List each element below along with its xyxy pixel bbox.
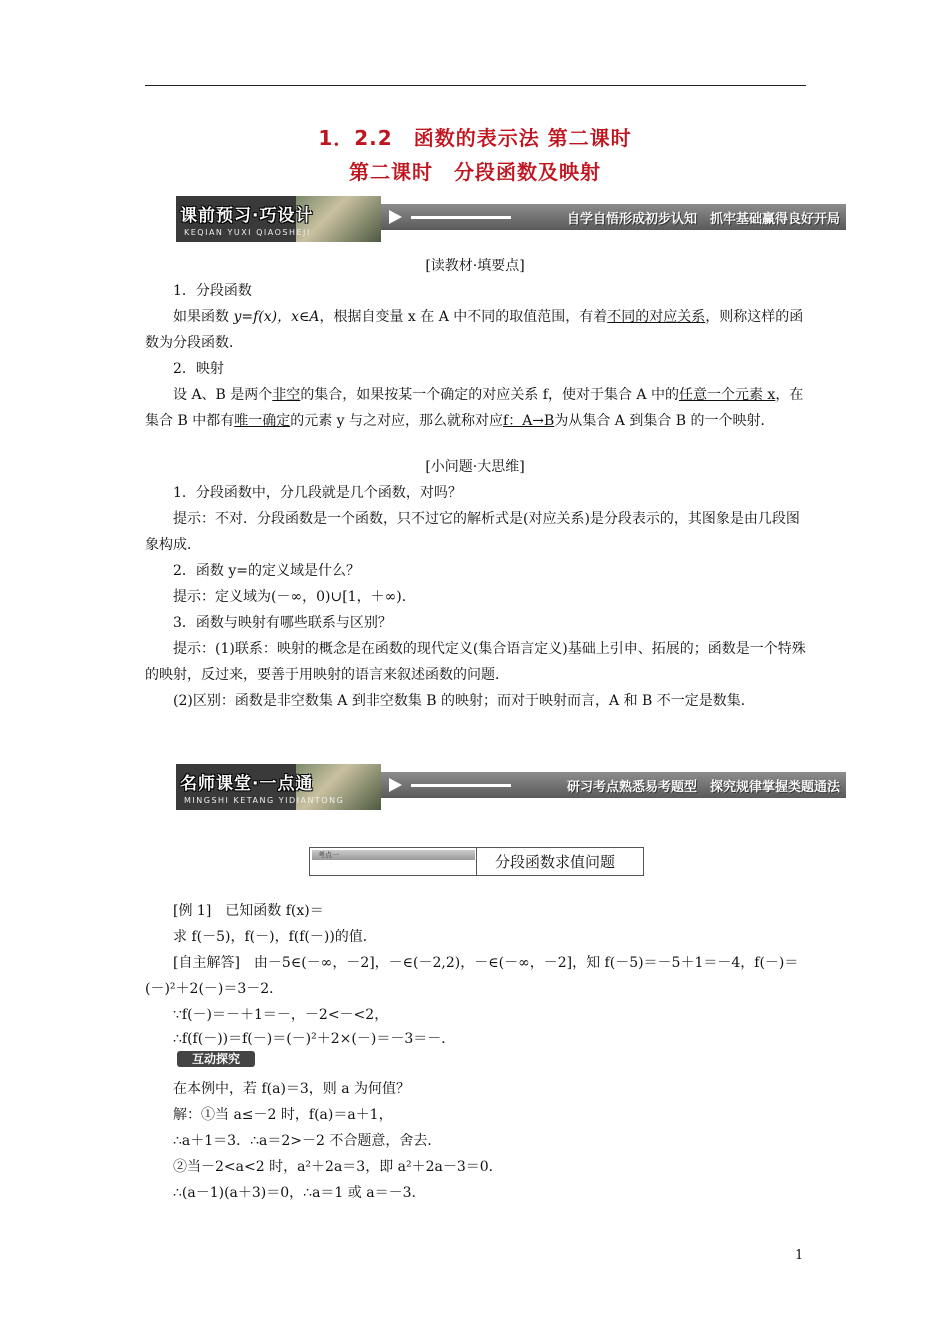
item1-title: 1．分段函数 (173, 283, 252, 299)
header-rule (145, 85, 806, 86)
banner-pinyin: KEQIAN YUXI QIAOSHEJI (184, 228, 311, 237)
section-heading-1: [读教材·填要点] (425, 258, 525, 274)
answer-1: 提示：不对．分段函数是一个函数，只不过它的解析式是(对应关系)是分段表示的，其图象是由几段图象构成． (145, 511, 800, 553)
example-1-question: 求 f(－5)，f(－)，f(f(－))的值． (173, 929, 377, 945)
answer-2: 提示：定义域为(－∞，0)∪[1，＋∞)． (173, 589, 416, 605)
page-title: 1．2.2 函数的表示法 第二课时 (318, 126, 632, 150)
banner-title: 名师课堂·一点通 (180, 774, 314, 794)
section-heading-2: [小问题·大思维] (425, 459, 525, 475)
solution-line-1: [自主解答] 由－5∈(－∞，－2]，－∈(－2,2)，－∈(－∞，－2]，知 f(－5)＝－5＋1＝－4，f(－)＝(－)²＋2(－)＝3－2． (145, 955, 799, 997)
banner-line (411, 784, 511, 787)
inquiry-line-1: 在本例中，若 f(a)＝3，则 a 为何值？ (173, 1081, 411, 1097)
item2-body: 设 A、B 是两个非空的集合，如果按某一个确定的对应关系 f，使对于集合 A 中的任意一个元素 x，在集合 B 中都有唯一确定的元素 y 与之对应，那么就称对应f：A→B为从集合 A 到集合 B 的一个映射． (145, 387, 804, 429)
page-number: 1 (795, 1248, 804, 1263)
question-3: 3．函数与映射有哪些联系与区别？ (173, 615, 392, 631)
example-1: [例 1] 已知函数 f(x)＝ (173, 903, 324, 919)
banner-line (411, 216, 511, 219)
kaodian-title: 分段函数求值问题 (495, 853, 616, 871)
kaodian-tag: 考点一 (312, 850, 475, 860)
item2-title: 2．映射 (173, 361, 224, 377)
inquiry-line-4: ②当－2<a<2 时，a²＋2a＝3，即 a²＋2a－3＝0． (173, 1159, 503, 1175)
interactive-badge: 互动探究 (177, 1051, 255, 1067)
solution-line-2: ∵f(－)＝－＋1＝－，－2<－<2， (173, 1007, 389, 1023)
banner-slogan: 自学自悟形成初步认知 抓牢基础赢得良好开局 (566, 212, 840, 227)
inquiry-line-2: 解：①当 a≤－2 时，f(a)＝a＋1， (173, 1107, 393, 1123)
item1-body: 如果函数 y=f(x)，x∈A，根据自变量 x 在 A 中不同的取值范围，有着不同的对应关系，则称这样的函数为分段函数． (145, 309, 804, 351)
page-subtitle: 第二课时 分段函数及映射 (349, 160, 601, 184)
kaodian-divider (476, 848, 477, 875)
banner-lecture (176, 764, 846, 810)
question-2: 2．函数 y=的定义域是什么？ (173, 563, 360, 579)
banner-title: 课前预习·巧设计 (180, 206, 314, 226)
solution-line-3: ∴f(f(－))＝f(－)＝(－)²＋2×(－)＝－3＝－． (173, 1031, 456, 1047)
banner-pinyin: MINGSHI KETANG YIDIANTONG (184, 796, 345, 805)
inquiry-line-3: ∴a＋1＝3．∴a＝2>－2 不合题意，舍去． (173, 1133, 442, 1149)
banner-slogan: 研习考点熟悉易考题型 探究规律掌握类题通法 (566, 780, 840, 795)
kaodian-box (309, 847, 644, 876)
answer-3: 提示：(1)联系：映射的概念是在函数的现代定义(集合语言定义)基础上引申、拓展的；函数是一个特殊的映射，反过来，要善于用映射的语言来叙述函数的问题． (145, 641, 806, 683)
banner-preview (176, 196, 846, 242)
answer-3b: (2)区别：函数是非空数集 A 到非空数集 B 的映射；而对于映射而言，A 和 B 不一定是数集． (173, 693, 755, 709)
play-arrow-icon (389, 778, 402, 792)
banner-logo (176, 196, 381, 242)
question-1: 1．分段函数中，分几段就是几个函数，对吗？ (173, 485, 462, 501)
inquiry-line-5: ∴(a－1)(a＋3)＝0，∴a＝1 或 a＝－3． (173, 1185, 426, 1201)
play-arrow-icon (389, 210, 402, 224)
banner-logo (176, 764, 381, 810)
